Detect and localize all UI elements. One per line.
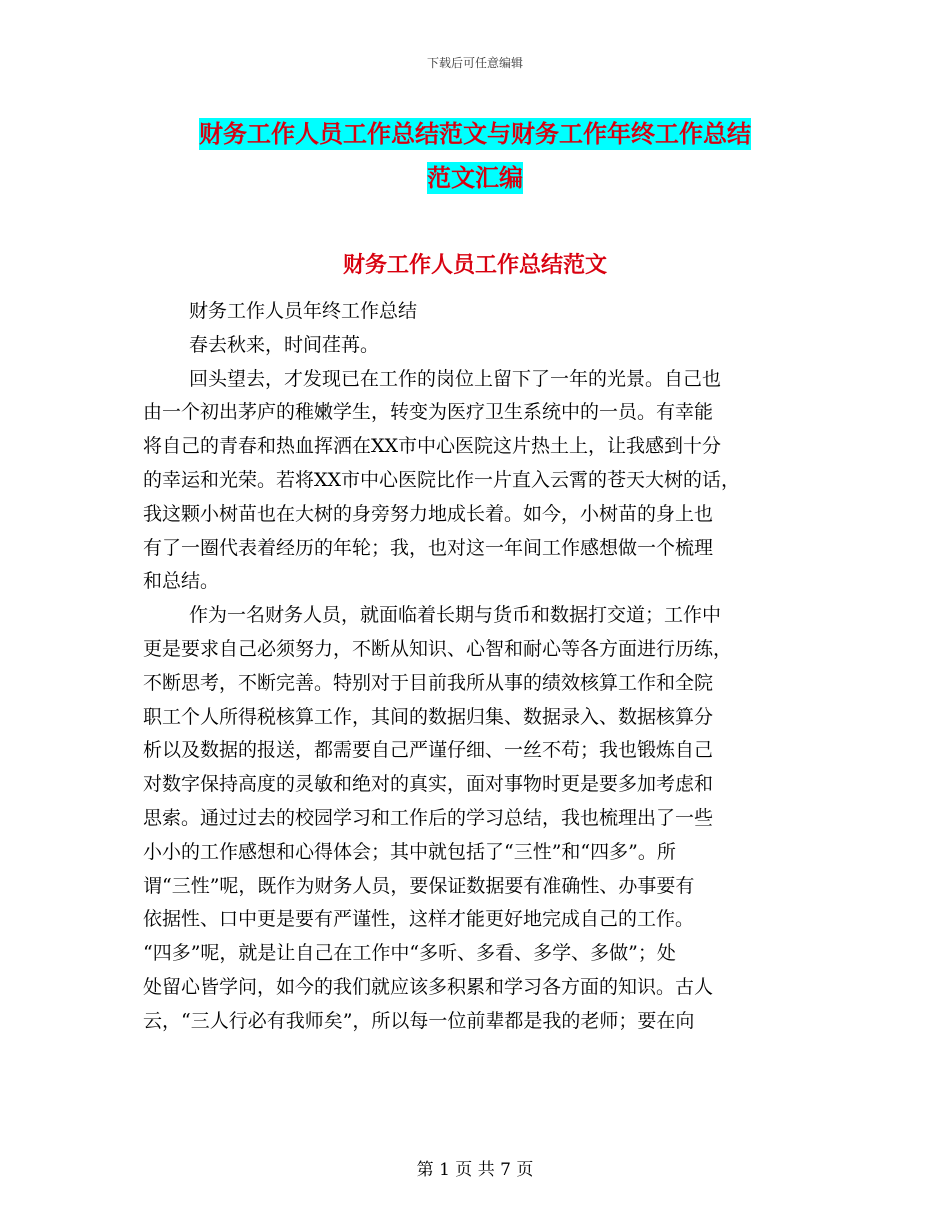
page-header-note: 下载后可任意编辑 (426, 56, 523, 70)
text-line: 思索。通过过去的校园学习和工作后的学习总结，我也梳理出了一些 (143, 806, 714, 829)
text-line: 析以及数据的报送，都需要自己严谨仔细、一丝不苟；我也锻炼自己 (143, 739, 714, 762)
document-title (0, 112, 950, 200)
text-line: 依据性、口中更是要有严谨性，这样才能更好地完成自己的工作。 (143, 908, 695, 931)
text-line: 有了一圈代表着经历的年轮；我，也对这一年间工作感想做一个梳理 (143, 536, 714, 559)
text-line: 谓“三性”呢，既作为财务人员，要保证数据要有准确性、办事要有 (143, 874, 695, 897)
text-line: 将自己的青春和热血挥洒在XX市中心医院这片热土上，让我感到十分 (143, 435, 722, 458)
text-line: 作为一名财务人员，就面临着长期与货币和数据打交道；工作中 (189, 604, 722, 627)
text-line: 处留心皆学问，如今的我们就应该多积累和学习各方面的知识。古人 (143, 975, 714, 998)
title-line-1: 财务工作人员工作总结范文与财务工作年终工作总结 (199, 120, 751, 148)
text-line: 我这颗小树苗也在大树的身旁努力地成长着。如今，小树苗的身上也 (143, 502, 714, 525)
text-line: “四多”呢，就是让自己在工作中“多听、多看、多学、多做”；处 (143, 942, 676, 965)
title-line-2: 范文汇编 (427, 164, 523, 192)
text-line: 职工个人所得税核算工作，其间的数据归集、数据录入、数据核算分 (143, 705, 714, 728)
text-line: 春去秋来，时间荏苒。 (189, 333, 380, 356)
text-line: 更是要求自己必须努力，不断从知识、心智和耐心等各方面进行历练， (143, 637, 733, 660)
text-line: 由一个初出茅庐的稚嫩学生，转变为医疗卫生系统中的一员。有幸能 (143, 401, 714, 424)
page-number: 第 1 页 共 7 页 (416, 1160, 534, 1180)
text-line: 小小的工作感想和心得体会；其中就包括了“三性”和“四多”。所 (143, 840, 676, 863)
body-text (143, 295, 803, 1039)
text-line: 回头望去，才发现已在工作的岗位上留下了一年的光景。自己也 (189, 367, 722, 390)
text-line: 的幸运和光荣。若将XX市中心医院比作一片直入云霄的苍天大树的话， (143, 468, 741, 491)
text-line: 不断思考，不断完善。特别对于目前我所从事的绩效核算工作和全院 (143, 671, 714, 694)
text-line: 云，“三人行必有我师矣”，所以每一位前辈都是我的老师；要在向 (143, 1009, 695, 1032)
text-line: 财务工作人员年终工作总结 (189, 300, 418, 322)
text-line: 对数字保持高度的灵敏和绝对的真实，面对事物时更是要多加考虑和 (143, 773, 714, 796)
section-title: 财务工作人员工作总结范文 (342, 253, 607, 278)
text-line: 和总结。 (143, 570, 220, 593)
